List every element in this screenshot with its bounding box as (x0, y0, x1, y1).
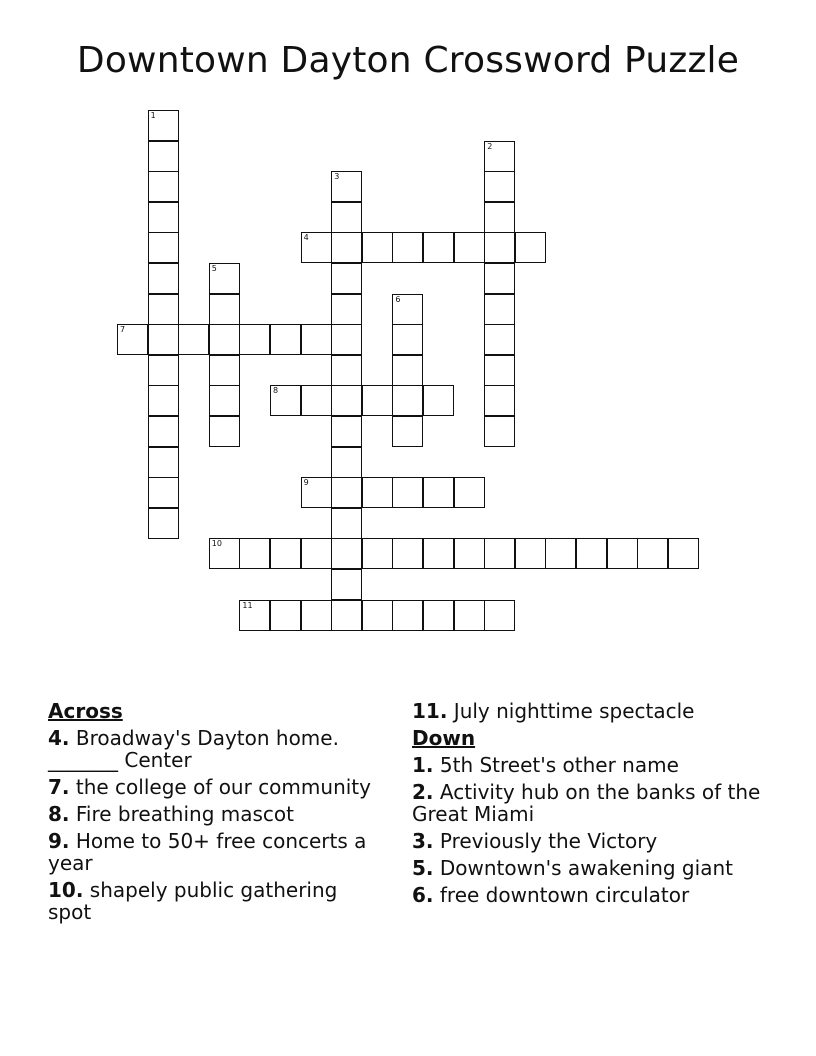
clue-number: 2. (412, 780, 434, 804)
clue-text: shapely public gathering spot (48, 878, 338, 924)
clue-across-7 (48, 776, 378, 798)
grid-cell[interactable] (209, 294, 240, 325)
grid-cell[interactable] (239, 600, 270, 631)
grid-cell[interactable] (301, 538, 332, 569)
cell-number: 5 (211, 264, 217, 273)
grid-cell[interactable] (362, 232, 393, 263)
grid-cell[interactable] (148, 385, 179, 416)
grid-cell[interactable] (484, 324, 515, 355)
grid-cell[interactable] (484, 171, 515, 202)
grid-cell[interactable] (331, 508, 362, 539)
grid-cell[interactable] (209, 385, 240, 416)
grid-cell[interactable] (454, 232, 485, 263)
grid-cell[interactable] (209, 416, 240, 447)
clue-text: free downtown circulator (439, 883, 690, 907)
grid-cell[interactable] (331, 171, 362, 202)
grid-cell[interactable] (270, 538, 301, 569)
grid-cell[interactable] (148, 110, 179, 141)
grid-cell[interactable] (484, 416, 515, 447)
grid-cell[interactable] (331, 202, 362, 233)
grid-cell[interactable] (423, 232, 454, 263)
grid-cell[interactable] (270, 385, 301, 416)
clue-text: Home to 50+ free concerts a year (48, 829, 367, 875)
clue-text: Broadway's Dayton home. _______ Center (48, 726, 339, 772)
grid-cell[interactable] (148, 294, 179, 325)
clue-number: 7. (48, 775, 70, 799)
grid-cell[interactable] (454, 600, 485, 631)
grid-cell[interactable] (362, 477, 393, 508)
cell-number: 10 (211, 539, 222, 549)
clue-across-11 (412, 700, 762, 722)
grid-cell[interactable] (148, 416, 179, 447)
grid-cell[interactable] (668, 538, 699, 569)
grid-cell[interactable] (331, 538, 362, 569)
grid-cell[interactable] (270, 600, 301, 631)
grid-cell[interactable] (148, 141, 179, 172)
grid-cell[interactable] (209, 263, 240, 294)
clue-text: Fire breathing mascot (75, 802, 294, 826)
grid-cell[interactable] (423, 538, 454, 569)
grid-cell[interactable] (331, 447, 362, 478)
across-heading: Across (48, 699, 123, 723)
clue-number: 11. (412, 699, 448, 723)
grid-cell[interactable] (607, 538, 638, 569)
grid-cell[interactable] (362, 600, 393, 631)
grid-cell[interactable] (301, 385, 332, 416)
grid-cell[interactable] (117, 324, 148, 355)
grid-cell[interactable] (392, 355, 423, 386)
grid-cell[interactable] (362, 538, 393, 569)
grid-cell[interactable] (148, 477, 179, 508)
grid-cell[interactable] (515, 232, 546, 263)
grid-cell[interactable] (209, 355, 240, 386)
clue-number: 5. (412, 856, 434, 880)
grid-cell[interactable] (239, 538, 270, 569)
grid-cell[interactable] (148, 263, 179, 294)
grid-cell[interactable] (239, 324, 270, 355)
grid-cell[interactable] (484, 232, 515, 263)
grid-cell[interactable] (484, 355, 515, 386)
clue-number: 6. (412, 883, 434, 907)
grid-cell[interactable] (331, 263, 362, 294)
clue-down-2 (412, 781, 762, 825)
grid-cell[interactable] (484, 600, 515, 631)
clue-down-6 (412, 884, 762, 906)
grid-cell[interactable] (392, 385, 423, 416)
grid-cell[interactable] (148, 202, 179, 233)
clues-column-right (412, 700, 762, 911)
grid-cell[interactable] (392, 232, 423, 263)
grid-cell[interactable] (484, 263, 515, 294)
grid-cell[interactable] (484, 538, 515, 569)
grid-cell[interactable] (484, 294, 515, 325)
clue-down-3 (412, 830, 762, 852)
grid-cell[interactable] (331, 569, 362, 600)
grid-cell[interactable] (209, 538, 240, 569)
grid-cell[interactable] (301, 600, 332, 631)
grid-cell[interactable] (301, 232, 332, 263)
down-heading: Down (412, 726, 476, 750)
clue-text: the college of our community (75, 775, 371, 799)
grid-cell[interactable] (301, 324, 332, 355)
puzzle-title: Downtown Dayton Crossword Puzzle (76, 40, 740, 81)
grid-cell[interactable] (484, 385, 515, 416)
clue-number: 3. (412, 829, 434, 853)
clue-number: 10. (48, 878, 84, 902)
grid-cell[interactable] (423, 385, 454, 416)
clue-down-5 (412, 857, 762, 879)
clue-across-9 (48, 830, 378, 874)
clue-down-1 (412, 754, 762, 776)
clue-across-10 (48, 879, 378, 923)
cell-number: 9 (303, 478, 309, 488)
clue-number: 1. (412, 753, 434, 777)
grid-cell[interactable] (423, 477, 454, 508)
grid-cell[interactable] (392, 324, 423, 355)
clues-column-left (48, 700, 378, 928)
grid-cell[interactable] (301, 477, 332, 508)
clue-across-8 (48, 803, 378, 825)
grid-cell[interactable] (270, 324, 301, 355)
grid-cell[interactable] (331, 385, 362, 416)
grid-cell[interactable] (392, 600, 423, 631)
grid-cell[interactable] (484, 202, 515, 233)
grid-cell[interactable] (331, 355, 362, 386)
cell-number: 8 (273, 386, 279, 396)
grid-cell[interactable] (178, 324, 209, 355)
grid-cell[interactable] (484, 141, 515, 172)
grid-cell[interactable] (423, 600, 454, 631)
cell-number: 11 (242, 600, 253, 610)
clue-text: 5th Street's other name (439, 753, 679, 777)
grid-cell[interactable] (515, 538, 546, 569)
grid-cell[interactable] (362, 385, 393, 416)
grid-cell[interactable] (576, 538, 607, 569)
clue-text: Previously the Victory (439, 829, 658, 853)
grid-cell[interactable] (148, 355, 179, 386)
grid-cell[interactable] (331, 416, 362, 447)
grid-cell[interactable] (209, 324, 240, 355)
clue-text: Downtown's awakening giant (439, 856, 733, 880)
cell-number: 4 (303, 233, 309, 243)
grid-cell[interactable] (148, 324, 179, 355)
grid-cell[interactable] (392, 538, 423, 569)
cell-number: 3 (334, 172, 340, 182)
grid-cell[interactable] (331, 477, 362, 508)
cell-number: 1 (150, 111, 156, 120)
grid-cell[interactable] (454, 477, 485, 508)
grid-cell[interactable] (392, 477, 423, 508)
clue-text: Activity hub on the banks of the Great Miami (412, 780, 761, 826)
cell-number: 6 (395, 294, 401, 304)
grid-cell[interactable] (637, 538, 668, 569)
clue-number: 4. (48, 726, 70, 750)
grid-cell[interactable] (331, 232, 362, 263)
cell-number: 7 (120, 325, 126, 335)
grid-cell[interactable] (148, 171, 179, 202)
grid-cell[interactable] (148, 447, 179, 478)
cell-number: 2 (487, 141, 493, 151)
grid-cell[interactable] (148, 508, 179, 539)
grid-cell[interactable] (331, 294, 362, 325)
clue-number: 9. (48, 829, 70, 853)
clue-number: 8. (48, 802, 70, 826)
grid-cell[interactable] (545, 538, 576, 569)
grid-cell[interactable] (392, 294, 423, 325)
clue-text: July nighttime spectacle (453, 699, 695, 723)
clue-across-4 (48, 727, 378, 771)
grid-cell[interactable] (148, 232, 179, 263)
grid-cell[interactable] (331, 324, 362, 355)
grid-cell[interactable] (454, 538, 485, 569)
grid-cell[interactable] (392, 416, 423, 447)
grid-cell[interactable] (331, 600, 362, 631)
